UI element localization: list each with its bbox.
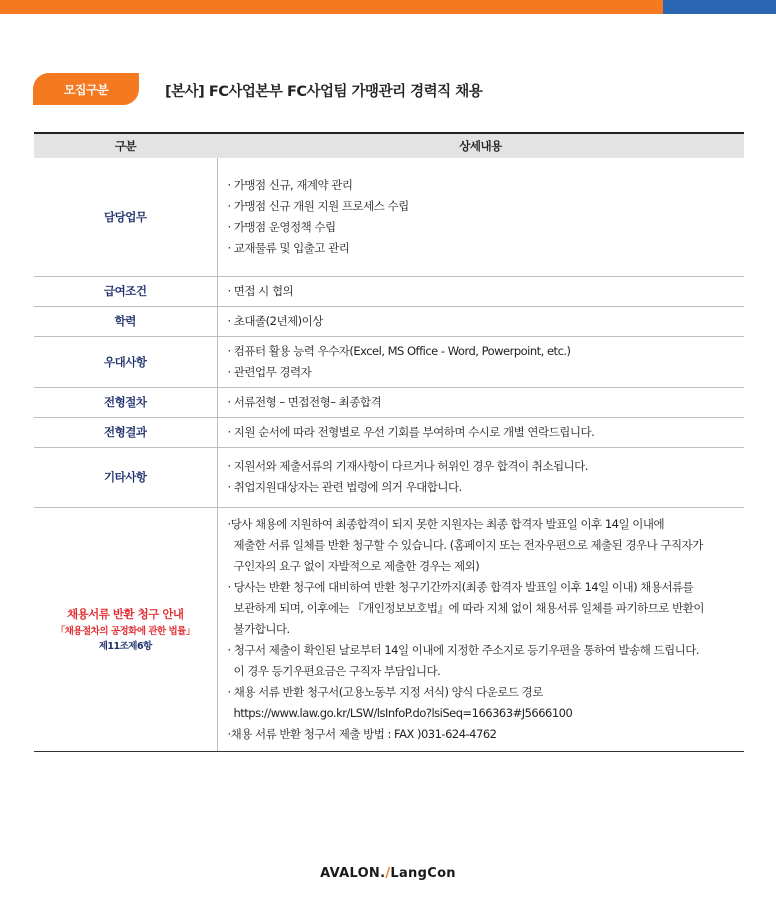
header-category: 구분 [34, 133, 217, 158]
detail-line: · 가맹점 운영정책 수립 [227, 219, 336, 234]
row-detail [217, 336, 744, 387]
detail-line: · 초대졸(2년제)이상 [227, 313, 323, 328]
detail-line: · 교재물류 및 입출고 관리 [227, 240, 350, 255]
row-label: 전형결과 [34, 417, 217, 447]
law-article: 제11조제6항 [98, 641, 152, 652]
detail-line: 제출한 서류 일체를 반환 청구할 수 있습니다. (홈페이지 또는 전자우편으로 제출된 경우나 구직자가 [233, 537, 703, 552]
table-row-preferred [34, 336, 744, 387]
detail-line: · 가맹점 신규 개원 지원 프로세스 수립 [227, 198, 409, 213]
table-row-education [34, 306, 744, 336]
detail-line: ·채용 서류 반환 청구서 제출 방법 : FAX )031-624-4762 [227, 726, 497, 741]
table-row-process [34, 387, 744, 417]
row-label: 담당업무 [34, 158, 217, 276]
row-label-document-return [34, 507, 217, 751]
detail-line: · 취업지원대상자는 관련 법령에 의거 우대합니다. [227, 480, 462, 494]
detail-line: · 가맹점 신규, 재계약 관리 [227, 177, 353, 192]
detail-line: · 면접 시 협의 [227, 283, 294, 298]
row-detail [217, 276, 744, 306]
table-row-result [34, 417, 744, 447]
table-row-salary [34, 276, 744, 306]
top-color-bar [0, 0, 776, 14]
detail-line: 구인자의 요구 없이 자발적으로 제출한 경우는 제외) [233, 558, 480, 573]
row-label: 급여조건 [34, 276, 217, 306]
table-row-etc [34, 447, 744, 507]
row-detail [217, 306, 744, 336]
row-detail [217, 158, 744, 276]
logo-right-text: LangCon [390, 866, 456, 881]
row-detail [217, 507, 744, 751]
category-badge: 모집구분 [33, 73, 139, 105]
detail-line: 이 경우 등기우편요금은 구직자 부담입니다. [233, 663, 441, 678]
detail-line: 보관하게 되며, 이후에는 『개인정보보호법』에 따라 지체 없이 채용서류 일체를 파기하므로 반환이 [233, 600, 704, 615]
row-detail [217, 417, 744, 447]
row-label: 기타사항 [34, 447, 217, 507]
job-info-table [34, 132, 744, 752]
row-label: 전형절차 [34, 387, 217, 417]
detail-line: · 지원서와 제출서류의 기재사항이 다르거나 허위인 경우 합격이 취소됩니다. [227, 459, 588, 473]
detail-line: · 관련업무 경력자 [227, 364, 312, 379]
detail-line: · 채용 서류 반환 청구서(고용노동부 지정 서식) 양식 다운로드 경로 [227, 684, 543, 699]
row-detail [217, 387, 744, 417]
table-row-duties [34, 158, 744, 276]
detail-line: · 컴퓨터 활용 능력 우수자(Excel, MS Office - Word, Powerpoint, etc.) [227, 343, 571, 358]
table-header-row [34, 133, 744, 158]
detail-line: ·당사 채용에 지원하여 최종합격이 되지 못한 지원자는 최종 합격자 발표일 이후 14일 이내에 [227, 516, 665, 531]
detail-line: · 지원 순서에 따라 전형별로 우선 기회를 부여하며 수시로 개별 연락드립니다. [227, 424, 595, 439]
logo-left-text: AVALON. [320, 866, 386, 881]
row-detail [217, 447, 744, 507]
company-logo [0, 866, 776, 881]
header-details: 상세내용 [217, 133, 744, 158]
top-bar-blue [663, 0, 776, 14]
row-label: 학력 [34, 306, 217, 336]
logo-slash: / [385, 866, 391, 881]
row-label: 채용서류 반환 청구 안내 [66, 607, 184, 621]
law-name: 「채용절차의 공정화에 관한 법률」 [55, 626, 195, 637]
page-title: [본사] FC사업본부 FC사업팀 가맹관리 경력직 채용 [165, 84, 483, 100]
detail-line: · 청구서 제출이 확인된 날로부터 14일 이내에 지정한 주소지로 등기우편을 통하여 발송해 드립니다. [227, 642, 700, 657]
row-label: 우대사항 [34, 336, 217, 387]
detail-line: · 당사는 반환 청구에 대비하여 반환 청구기간까지(최종 합격자 발표일 이후 14일 이내) 채용서류를 [227, 579, 694, 594]
detail-line: 불가합니다. [233, 621, 290, 636]
top-bar-orange [0, 0, 663, 14]
table-row-document-return [34, 507, 744, 751]
detail-line: · 서류전형 – 면접전형– 최종합격 [227, 394, 382, 409]
download-url[interactable]: https://www.law.go.kr/LSW/lsInfoP.do?lsiSeq=166363#J5666100 [233, 705, 573, 720]
